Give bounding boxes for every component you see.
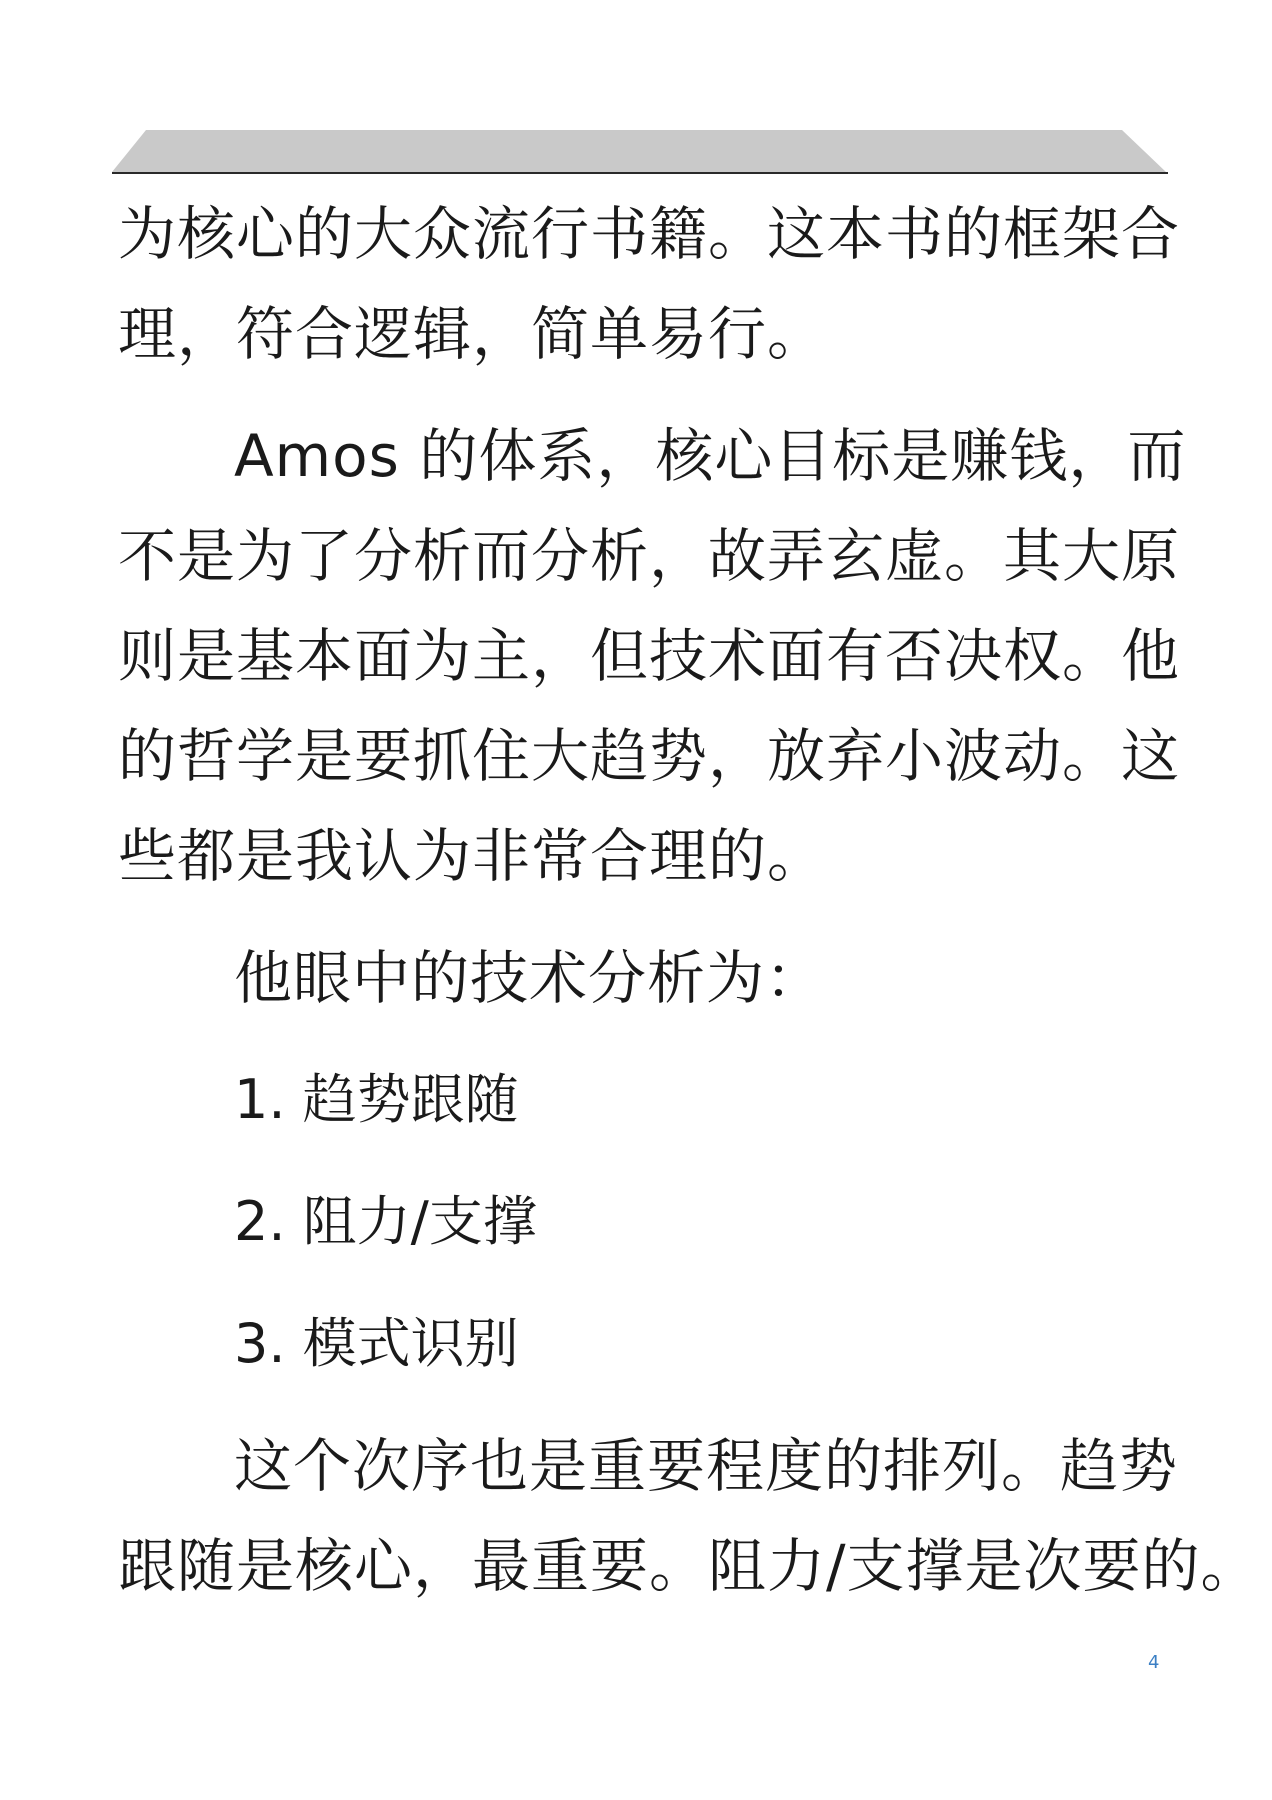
header-trapezoid-shape <box>112 128 1168 174</box>
text-line: 些都是我认为非常合理的。 <box>118 822 827 890</box>
page-body <box>118 184 1260 1616</box>
list-item: 2. 阻力/支撑 <box>234 1190 537 1253</box>
paragraph-1 <box>118 184 1181 384</box>
closing-paragraph <box>118 1416 1260 1616</box>
paragraph-2 <box>118 406 1187 906</box>
text-line: Amos 的体系，核心目标是赚钱，而 <box>234 422 1187 490</box>
text-line: 的哲学是要抓住大趋势，放弃小波动。这 <box>118 722 1181 790</box>
text-line: 这个次序也是重要程度的排列。趋势 <box>234 1432 1179 1500</box>
page-number: 4 <box>1148 1652 1160 1673</box>
list-item: 3. 模式识别 <box>234 1312 519 1375</box>
text-line: 不是为了分析而分析，故弄玄虚。其大原 <box>118 522 1181 590</box>
text-line: 他眼中的技术分析为： <box>234 944 825 1012</box>
text-line: 则是基本面为主，但技术面有否决权。他 <box>118 622 1181 690</box>
paragraph-3 <box>118 928 1164 1028</box>
list-item: 1. 趋势跟随 <box>234 1068 519 1131</box>
page-header-band <box>112 128 1168 174</box>
header-rule <box>112 172 1168 174</box>
text-line: 跟随是核心，最重要。阻力/支撑是次要的。 <box>118 1532 1260 1600</box>
text-line: 为核心的大众流行书籍。这本书的框架合 <box>118 200 1181 268</box>
technical-analysis-list <box>118 1050 1164 1394</box>
text-line: 理，符合逻辑，简单易行。 <box>118 300 827 368</box>
